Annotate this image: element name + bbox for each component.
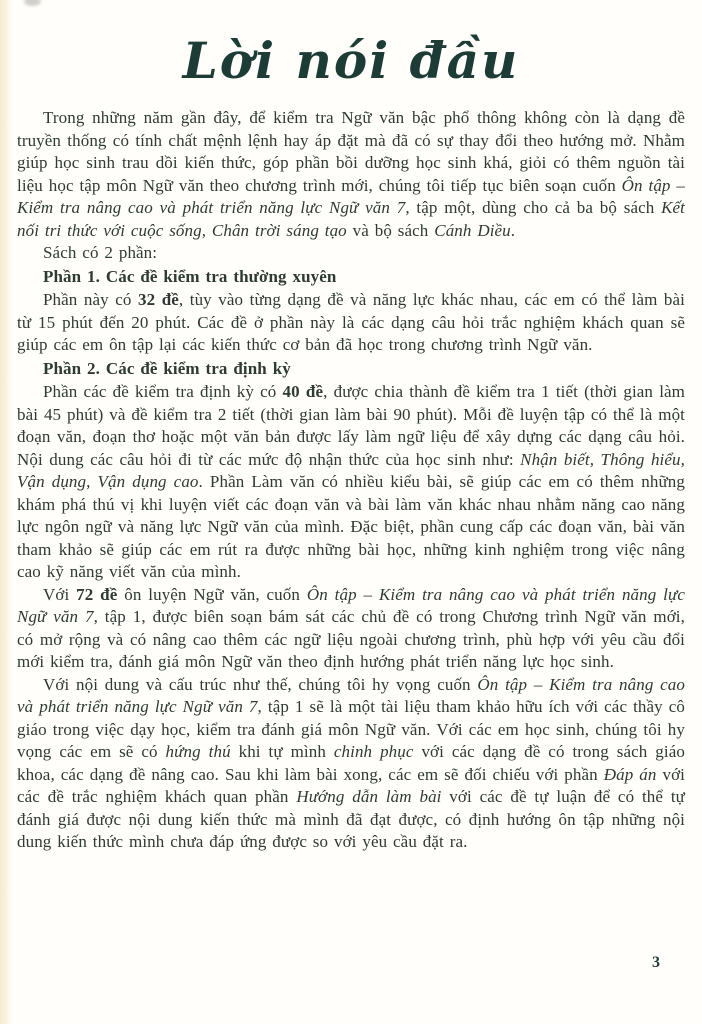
page-left-edge-shading xyxy=(0,0,13,1024)
scan-artifact xyxy=(24,0,41,6)
heading-phan-2: Phần 2. Các đề kiểm tra định kỳ xyxy=(43,358,291,378)
preface-body xyxy=(17,107,685,854)
paragraph-tong-quan: Với 72 đề ôn luyện Ngữ văn, cuốn Ôn tập – Kiểm tra nâng cao và phát triển năng lực Ngữ văn 7, tập 1, được biên soạn bám sát các chủ đề có trong Chương trình Ngữ văn mới, có mở rộng và có nâng cao thêm các ngữ liệu ngoài chương trình, phù hợp với yêu cầu đổi mới kiểm tra, đánh giá môn Ngữ văn theo định hướng phát triển năng lực học sinh. xyxy=(17,584,686,671)
paragraph-phan-2: Phần các đề kiểm tra định kỳ có 40 đề, được chia thành đề kiểm tra 1 tiết (thời gian làm bài 45 phút) và đề kiểm tra 2 tiết (thời gian làm bài 90 phút). Mỗi đề luyện tập có thể là một đoạn văn, đoạn thơ hoặc một văn bản được lấy làm ngữ liệu để xây dựng các dạng câu hỏi. Nội dung các câu hỏi đi từ các mức độ nhận thức của học sinh như: Nhận biết, Thông hiểu, Vận dụng, Vận dụng cao. Phần Làm văn có nhiều kiểu bài, sẽ giúp các em có thêm những khám phá thú vị khi luyện viết các đoạn văn và bài làm văn khác nhau nhằm năng cao năng lực ngôn ngữ và năng lực Ngữ văn của mình. Đặc biệt, phần cung cấp các đoạn văn, bài văn tham khảo sẽ giúp các em rút ra được những bài học, những kinh nghiệm trong việc nâng cao kỹ năng viết văn của mình. xyxy=(17,382,685,581)
paragraph-ket-luan: Với nội dung và cấu trúc như thế, chúng tôi hy vọng cuốn Ôn tập – Kiểm tra nâng cao và phát triển năng lực Ngữ văn 7, tập 1 sẽ là một tài liệu tham khảo hữu ích với các thầy cô giáo trong việc dạy học, kiểm tra đánh giá môn Ngữ văn. Với các em học sinh, chúng tôi hy vọng các em sẽ có hứng thú khi tự mình chinh phục với các dạng đề có trong sách giáo khoa, các dạng đề nâng cao. Sau khi làm bài xong, các em sẽ đối chiếu với phần Đáp án với các đề trắc nghiệm khách quan phần Hướng dẫn làm bài với các đề tự luận để có thể tự đánh giá được nội dung kiến thức mà mình đã đạt được, có định hướng ôn tập những nội dung kiến thức mình chưa đáp ứng được so với yêu cầu đặt ra. xyxy=(17,674,685,851)
page-title: Lời nói đầu xyxy=(182,31,520,90)
line-sach-co-2-phan: Sách có 2 phần: xyxy=(43,243,158,262)
heading-phan-1: Phần 1. Các đề kiểm tra thường xuyên xyxy=(43,266,337,286)
paragraph-intro: Trong những năm gần đây, để kiểm tra Ngữ văn bậc phổ thông không còn là dạng đề truyền thống có tính chất mệnh lệnh hay áp đặt mà đã có sự thay đổi theo hướng mở. Nhằm giúp học sinh trau dồi kiến thức, góp phần bồi dưỡng học sinh khá, giỏi có thêm nguồn tài liệu học tập môn Ngữ văn theo chương trình mới, chúng tôi tiếp tục biên soạn cuốn Ôn tập – Kiểm tra nâng cao và phát triển năng lực Ngữ văn 7, tập một, dùng cho cả ba bộ sách Kết nối tri thức với cuộc sống, Chân trời sáng tạo và bộ sách Cánh Diều. xyxy=(17,108,685,240)
paragraph-phan-1: Phần này có 32 đề, tùy vào từng dạng đề và năng lực khác nhau, các em có thể làm bài từ 15 phút đến 20 phút. Các đề ở phần này là các dạng câu hỏi trắc nghiệm khách quan sẽ giúp các em ôn tập lại các kiến thức cơ bản đã học trong chương trình Ngữ văn. xyxy=(17,290,686,354)
page-number: 3 xyxy=(652,954,660,971)
